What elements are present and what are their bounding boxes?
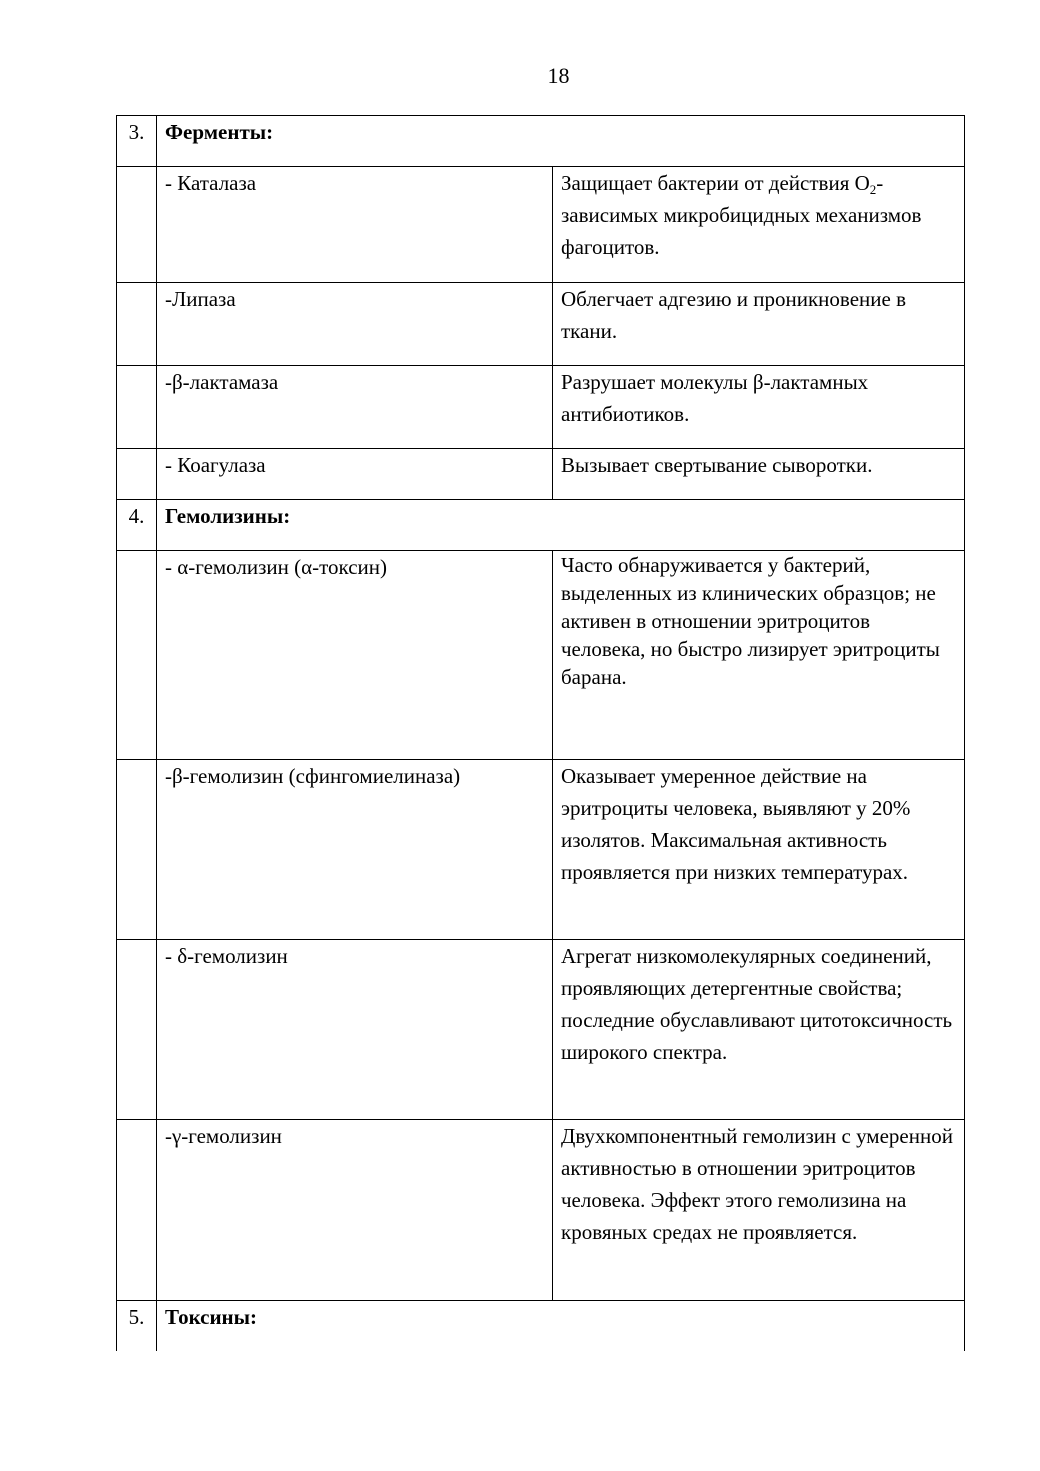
- section-number: 4.: [117, 500, 157, 551]
- factor-description: Оказывает умеренное действие на эритроциты человека, выявляют у 20% изолятов. Максимальная активность проявляется при низких температурах.: [553, 760, 965, 940]
- empty-number-cell: [117, 366, 157, 449]
- factor-description: Вызывает свертывание сыворотки.: [553, 449, 965, 500]
- empty-number-cell: [117, 760, 157, 940]
- section-header-row: [117, 500, 965, 551]
- table-row: [117, 1120, 965, 1301]
- virulence-factors-table: [116, 115, 965, 1351]
- factor-description: [553, 167, 965, 283]
- empty-number-cell: [117, 167, 157, 283]
- factor-name: -Липаза: [157, 283, 553, 366]
- section-header-row: [117, 116, 965, 167]
- desc-part: Защищает бактерии от действия О: [561, 171, 870, 195]
- factor-description: Часто обнаруживается у бактерий, выделенных из клинических образцов; не активен в отношении эритроцитов человека, но быстро лизирует эритроциты барана.: [553, 551, 965, 760]
- desc-part: -зависимых микробицидных механизмов фагоцитов.: [561, 171, 922, 259]
- table-row: [117, 760, 965, 940]
- factor-description: Разрушает молекулы β-лактамных антибиотиков.: [553, 366, 965, 449]
- factor-name: - δ-гемолизин: [157, 940, 553, 1120]
- empty-number-cell: [117, 551, 157, 760]
- section-title: Токсины:: [157, 1301, 965, 1351]
- empty-number-cell: [117, 1120, 157, 1301]
- factor-description: Агрегат низкомолекулярных соединений, проявляющих детергентные свойства; последние обуславливают цитотоксичность широкого спектра.: [553, 940, 965, 1120]
- section-number: 5.: [117, 1301, 157, 1351]
- table-row: [117, 283, 965, 366]
- desc-subscript: 2: [869, 182, 877, 197]
- section-header-row: [117, 1301, 965, 1351]
- section-title: Ферменты:: [157, 116, 965, 167]
- table-row: [117, 449, 965, 500]
- factor-name: -β-лактамаза: [157, 366, 553, 449]
- page-number: 18: [547, 63, 570, 88]
- empty-number-cell: [117, 283, 157, 366]
- factor-name: - Коагулаза: [157, 449, 553, 500]
- factor-name: - Каталаза: [157, 167, 553, 283]
- table-row: [117, 167, 965, 283]
- table-row: [117, 940, 965, 1120]
- factor-name: -β-гемолизин (сфингомиелиназа): [157, 760, 553, 940]
- table-row: [117, 366, 965, 449]
- section-title: Гемолизины:: [157, 500, 965, 551]
- factor-description: Облегчает адгезию и проникновение в ткани.: [553, 283, 965, 366]
- factor-name: -γ-гемолизин: [157, 1120, 553, 1301]
- empty-number-cell: [117, 449, 157, 500]
- factor-description: Двухкомпонентный гемолизин с умеренной активностью в отношении эритроцитов человека. Эффект этого гемолизина на кровяных средах не проявляется.: [553, 1120, 965, 1301]
- empty-number-cell: [117, 940, 157, 1120]
- section-number: 3.: [117, 116, 157, 167]
- factor-name: - α-гемолизин (α-токсин): [157, 551, 553, 760]
- table-row: [117, 551, 965, 760]
